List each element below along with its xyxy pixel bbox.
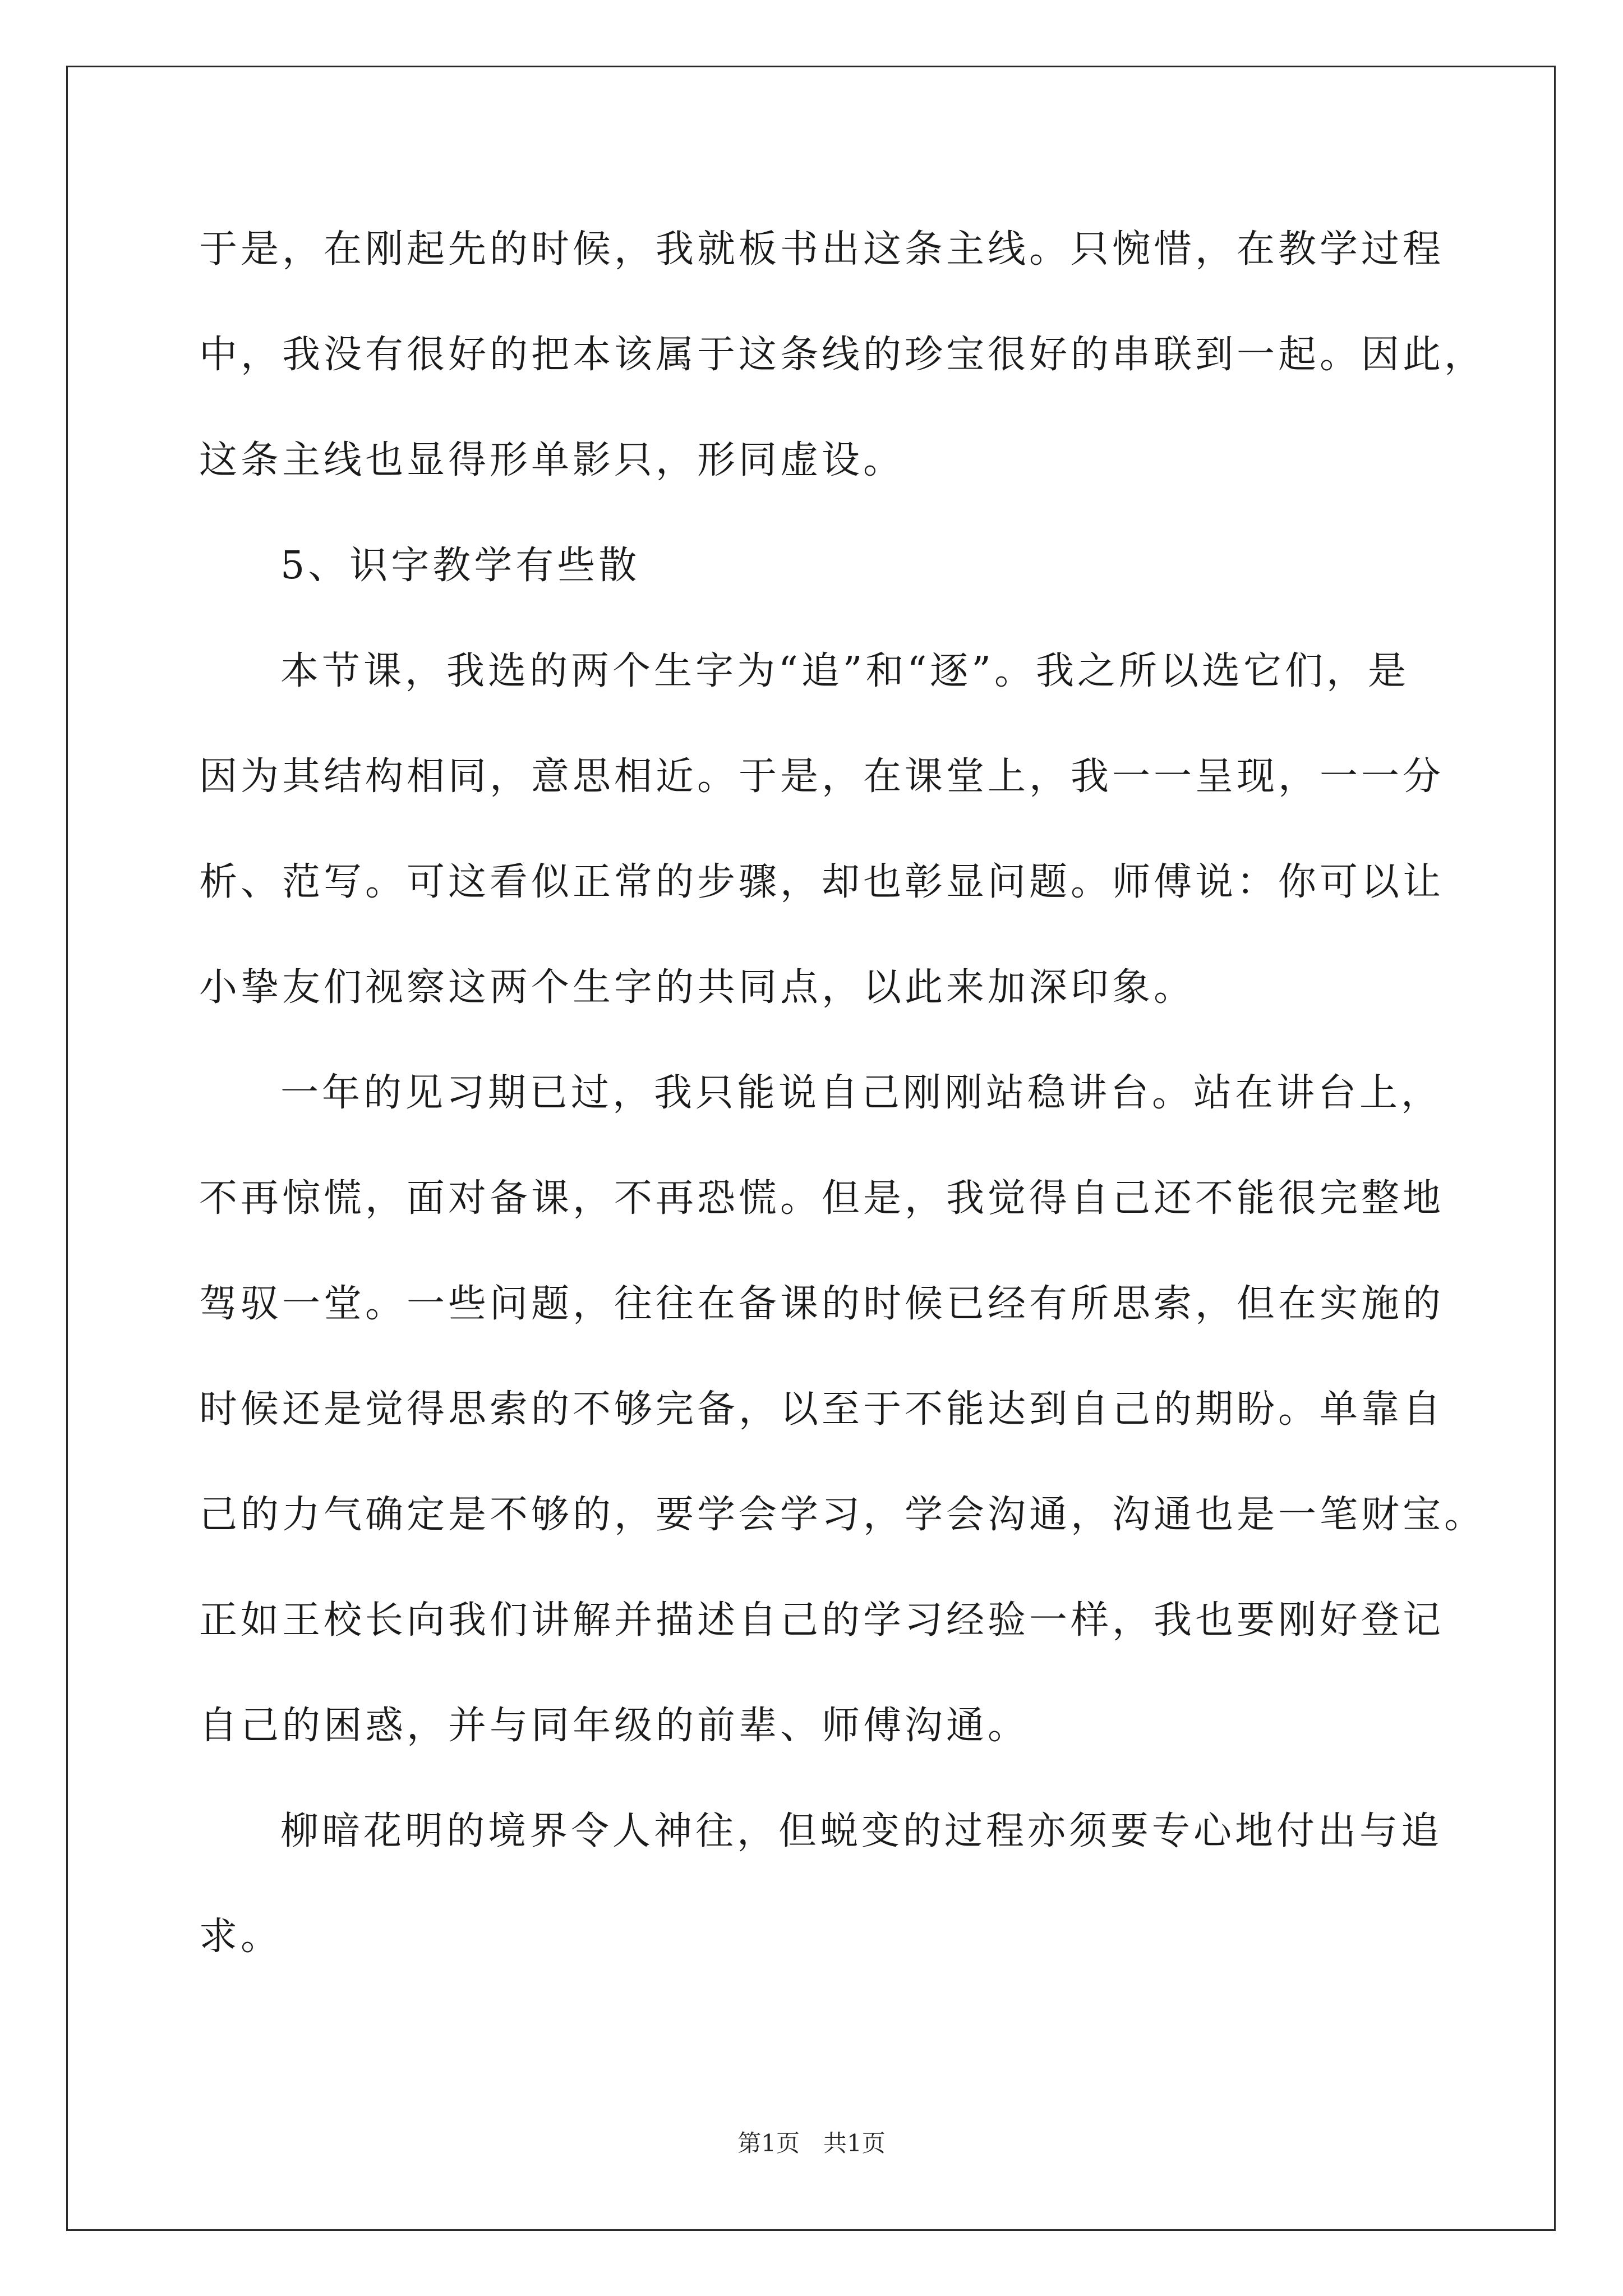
text-line: 于是，在刚起先的时候，我就板书出这条主线。只惋惜，在教学过程 — [199, 227, 1445, 272]
document-body — [199, 219, 1486, 2012]
page-number: 第1页 共1页 — [737, 2129, 886, 2157]
text-line: 这条主线也显得形单影只，形同虚设。 — [199, 438, 905, 482]
text-line: 析、范写。可这看似正常的步骤，却也彰显问题。师傅说：你可以让 — [199, 860, 1445, 904]
text-line: 中，我没有很好的把本该属于这条线的珍宝很好的串联到一起。因此， — [199, 333, 1486, 377]
text-line: 己的力气确定是不够的，要学会学习，学会沟通，沟通也是一笔财宝。 — [199, 1493, 1486, 1537]
text-line: 驾驭一堂。一些问题，往往在备课的时候已经有所思索，但在实施的 — [199, 1282, 1445, 1326]
text-line: 时候还是觉得思索的不够完备，以至于不能达到自己的期盼。单靠自 — [199, 1387, 1445, 1432]
section-heading: 5、识字教学有些散 — [280, 544, 640, 588]
text-line: 小挚友们视察这两个生字的共同点，以此来加深印象。 — [199, 965, 1196, 1010]
text-line: 因为其结构相同，意思相近。于是，在课堂上，我一一呈现，一一分 — [199, 754, 1445, 799]
text-line: 不再惊慌，面对备课，不再恐慌。但是，我觉得自己还不能很完整地 — [199, 1176, 1445, 1221]
text-line: 一年的见习期已过，我只能说自己刚刚站稳讲台。站在讲台上， — [280, 1071, 1443, 1115]
text-line: 正如王校长向我们讲解并描述自己的学习经验一样，我也要刚好登记 — [199, 1598, 1445, 1642]
text-line: 求。 — [199, 1915, 283, 1959]
text-line: 本节课，我选的两个生字为“追”和“逐”。我之所以选它们，是 — [280, 649, 1410, 693]
text-line: 自己的困惑，并与同年级的前辈、师傅沟通。 — [199, 1704, 1030, 1748]
text-line: 柳暗花明的境界令人神往，但蜕变的过程亦须要专心地付出与追 — [280, 1809, 1443, 1853]
